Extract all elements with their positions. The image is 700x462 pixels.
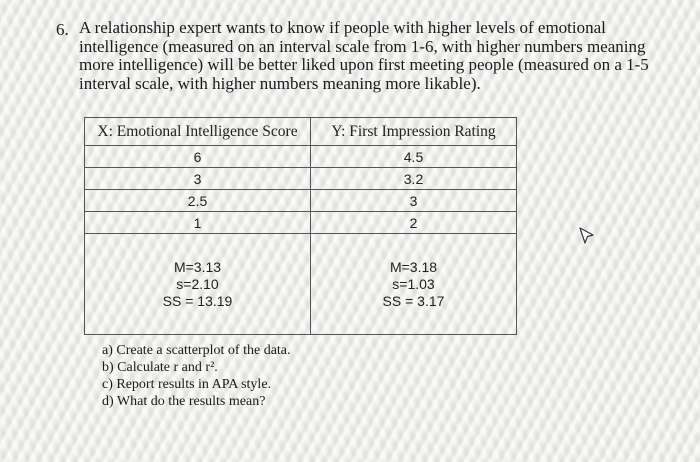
cell-x: 1 — [85, 212, 311, 234]
question-text — [79, 19, 679, 93]
subquestion-b: b) Calculate r and r². — [102, 360, 218, 375]
cell-x: 6 — [85, 146, 311, 168]
cell-y: 3 — [311, 190, 517, 212]
mouse-pointer-icon — [579, 227, 595, 250]
ss-x: SS = 13.19 — [162, 292, 233, 309]
subquestion-a: a) Create a scatterplot of the data. — [102, 343, 291, 358]
stats-row — [85, 234, 517, 335]
stats-y — [311, 234, 517, 335]
question-line-2: intelligence (measured on an interval scale from 1-6, with higher numbers meaning — [79, 36, 646, 56]
sd-x: s=2.10 — [176, 275, 219, 292]
subquestion-d: d) What do the results mean? — [102, 394, 266, 409]
header-x: X: Emotional Intelligence Score — [85, 118, 311, 146]
ss-y: SS = 3.17 — [382, 292, 445, 309]
mean-y: M=3.18 — [389, 258, 438, 275]
cell-x: 2.5 — [85, 190, 311, 212]
subquestion-list — [102, 342, 291, 410]
stats-x — [85, 234, 311, 335]
mean-x: M=3.13 — [173, 258, 222, 275]
table-row — [85, 212, 517, 234]
table-header-row — [85, 118, 517, 146]
data-table — [84, 117, 517, 335]
table-row — [85, 168, 517, 190]
question-line-3: more intelligence) will be better liked upon first meeting people (measured on a 1-5 — [79, 55, 649, 74]
subquestion-c: c) Report results in APA style. — [102, 377, 272, 392]
cell-x: 3 — [85, 168, 311, 190]
cell-y: 4.5 — [311, 146, 517, 168]
cell-y: 2 — [311, 212, 517, 234]
question-line-1: A relationship expert wants to know if people with higher levels of emotional — [79, 18, 606, 37]
cell-y: 3.2 — [311, 168, 517, 190]
table-row — [85, 190, 517, 212]
sd-y: s=1.03 — [392, 275, 435, 292]
question-line-4: interval scale, with higher numbers meaning more likable). — [79, 73, 481, 93]
question-number: 6. — [56, 20, 69, 39]
header-y: Y: First Impression Rating — [311, 118, 517, 146]
table-row — [85, 146, 517, 168]
